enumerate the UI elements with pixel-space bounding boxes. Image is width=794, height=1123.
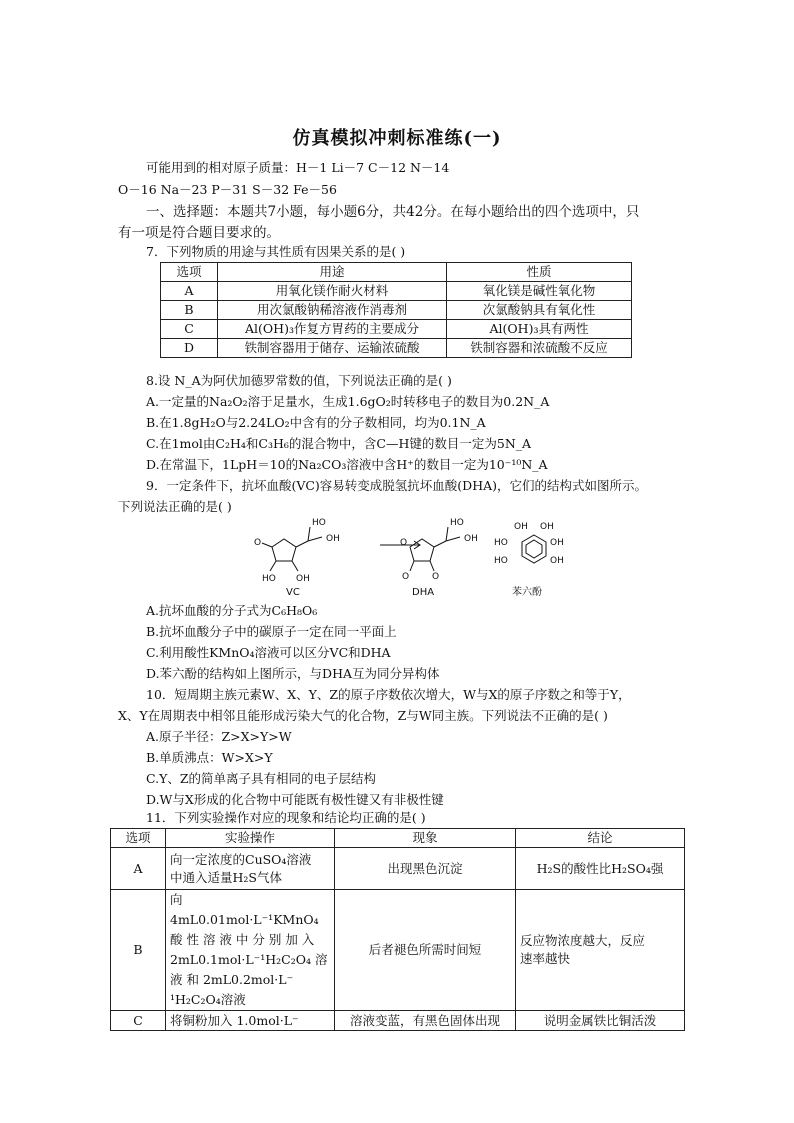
cell-line: 向一定浓度的CuSO₄溶液 — [170, 851, 312, 867]
table-header-row — [111, 829, 685, 848]
q8-option-a: A.一定量的Na₂O₂溶于足量水，生成1.6gO₂时转移电子的数目为0.2N_A — [146, 394, 550, 409]
fig-label-dha: DHA — [412, 587, 435, 598]
q10-option-a: A.原子半径：Z>X>Y>W — [146, 729, 292, 744]
table-cell: 说明金属铁比铜活泼 — [516, 1011, 685, 1031]
table-cell: 后者褪色所需时间短 — [335, 890, 516, 1011]
q9-option-b: B.抗坏血酸分子中的碳原子一定在同一平面上 — [146, 624, 397, 639]
table-row — [111, 848, 685, 890]
cell-line: 液 和 2mL0.2mol·L⁻ — [170, 972, 294, 987]
q9-stem-line-2: 下列说法正确的是( ) — [118, 499, 232, 514]
table-header: 选项 — [161, 263, 218, 282]
q8-stem: 8.设 N_A为阿伏加德罗常数的值，下列说法正确的是( ) — [146, 373, 452, 388]
svg-text:OH: OH — [326, 534, 340, 544]
table-cell — [166, 848, 335, 890]
svg-text:HO: HO — [312, 518, 326, 528]
table-cell: B — [111, 890, 166, 1011]
cell-line: ¹H₂C₂O₄溶液 — [170, 992, 246, 1007]
svg-text:HO: HO — [494, 556, 508, 566]
table-cell: 用氧化镁作耐火材料 — [218, 282, 447, 301]
cell-line: 速率越快 — [520, 951, 571, 966]
svg-text:OH: OH — [540, 522, 554, 532]
vc-structure — [262, 527, 322, 571]
structure-figure — [250, 515, 580, 600]
q10-stem-line-2: X、Y在周期表中相邻且能形成污染大气的化合物，Z与W同主族。下列说法不正确的是( ) — [118, 708, 608, 723]
q8-option-c: C.在1mol由C₂H₄和C₃H₆的混合物中，含C—H键的数目一定为5N_A — [146, 436, 532, 451]
q9-option-d: D.苯六酚的结构如上图所示，与DHA互为同分异构体 — [146, 666, 440, 681]
q9-option-c: C.利用酸性KMnO₄溶液可以区分VC和DHA — [146, 645, 391, 660]
q11-stem: 11．下列实验操作对应的现象和结论均正确的是( ) — [146, 810, 426, 825]
table-cell: C — [111, 1011, 166, 1031]
table-row — [161, 301, 632, 320]
table-cell: 用次氯酸钠稀溶液作消毒剂 — [218, 301, 447, 320]
table-cell — [516, 890, 685, 1011]
svg-text:O: O — [432, 572, 440, 582]
table-row — [161, 282, 632, 301]
table-cell: C — [161, 320, 218, 339]
q8-option-b: B.在1.8gH₂O与2.24LO₂中含有的分子数相同，均为0.1N_A — [146, 415, 486, 430]
svg-text:OH: OH — [296, 574, 310, 584]
svg-text:O: O — [402, 572, 410, 582]
table-cell: 出现黑色沉淀 — [335, 848, 516, 890]
table-row — [161, 339, 632, 358]
table-cell: A — [111, 848, 166, 890]
q10-option-b: B.单质沸点：W>X>Y — [146, 750, 273, 765]
atomic-mass-line-1: 可能用到的相对原子质量：H－1 Li－7 C－12 N－14 — [146, 160, 450, 175]
table-header: 选项 — [111, 829, 166, 848]
section-heading-line-2: 有一项是符合题目要求的。 — [118, 225, 280, 241]
table-header: 现象 — [335, 829, 516, 848]
table-cell: Al(OH)₃作复方胃药的主要成分 — [218, 320, 447, 339]
cell-line: 向 4mL0.01mol·L⁻¹KMnO₄ — [170, 892, 319, 927]
svg-text:HO: HO — [262, 574, 276, 584]
table-cell: 铁制容器用于储存、运输浓硫酸 — [218, 339, 447, 358]
table-cell: 将铜粉加入 1.0mol·L⁻ — [166, 1011, 335, 1031]
table-header: 性质 — [447, 263, 632, 282]
cell-line: 中通入适量H₂S气体 — [170, 869, 282, 885]
table-cell: A — [161, 282, 218, 301]
svg-text:OH: OH — [514, 522, 528, 532]
table-cell — [166, 890, 335, 1011]
page-title: 仿真模拟冲刺标准练(一) — [292, 128, 502, 149]
table-header: 实验操作 — [166, 829, 335, 848]
svg-text:HO: HO — [494, 538, 508, 548]
table-row — [111, 1011, 685, 1031]
q7-stem: 7．下列物质的用途与其性质有因果关系的是( ) — [146, 244, 406, 259]
q10-option-d: D.W与X形成的化合物中可能既有极性键又有非极性键 — [146, 792, 444, 807]
q7-table — [160, 262, 632, 358]
table-header: 用途 — [218, 263, 447, 282]
benzenehexol-structure — [522, 535, 546, 563]
table-cell: 氧化镁是碱性氧化物 — [447, 282, 632, 301]
fig-label-vc: VC — [286, 587, 300, 598]
cell-line: 酸 性 溶 液 中 分 别 加 入 — [170, 932, 315, 947]
table-cell: H₂S的酸性比H₂SO₄强 — [516, 848, 685, 890]
svg-text:O: O — [254, 538, 262, 548]
cell-line: 2mL0.1mol·L⁻¹H₂C₂O₄ 溶 — [170, 952, 328, 967]
svg-text:OH: OH — [464, 534, 478, 544]
cell-line: 反应物浓度越大，反应 — [520, 933, 646, 948]
table-cell: B — [161, 301, 218, 320]
table-cell: 次氯酸钠具有氧化性 — [447, 301, 632, 320]
table-cell: D — [161, 339, 218, 358]
table-row — [111, 890, 685, 1011]
q11-table — [110, 828, 685, 1031]
dha-structure — [410, 527, 460, 571]
svg-text:OH: OH — [550, 538, 564, 548]
svg-text:O: O — [400, 538, 408, 548]
q9-option-a: A.抗坏血酸的分子式为C₆H₈O₆ — [146, 603, 318, 618]
svg-text:HO: HO — [450, 518, 464, 528]
q9-stem-line-1: 9．一定条件下，抗坏血酸(VC)容易转变成脱氢抗坏血酸(DHA)，它们的结构式如图所示。 — [146, 478, 648, 493]
q10-option-c: C.Y、Z的简单离子具有相同的电子层结构 — [146, 771, 377, 786]
atomic-mass-line-2: O－16 Na－23 P－31 S－32 Fe－56 — [118, 182, 337, 197]
table-cell: Al(OH)₃具有两性 — [447, 320, 632, 339]
table-header: 结论 — [516, 829, 685, 848]
table-header-row — [161, 263, 632, 282]
section-heading-line-1: 一、选择题：本题共7小题，每小题6分，共42分。在每小题给出的四个选项中，只 — [146, 204, 640, 220]
fig-label-benzenehexol: 苯六酚 — [512, 587, 542, 598]
q8-option-d: D.在常温下，1LpH＝10的Na₂CO₃溶液中含H⁺的数目一定为10⁻¹⁰N_A — [146, 457, 548, 472]
table-cell: 铁制容器和浓硫酸不反应 — [447, 339, 632, 358]
q10-stem-line-1: 10．短周期主族元素W、X、Y、Z的原子序数依次增大，W与X的原子序数之和等于Y， — [146, 687, 631, 702]
svg-text:OH: OH — [550, 556, 564, 566]
table-cell: 溶液变蓝，有黑色固体出现 — [335, 1011, 516, 1031]
table-row — [161, 320, 632, 339]
